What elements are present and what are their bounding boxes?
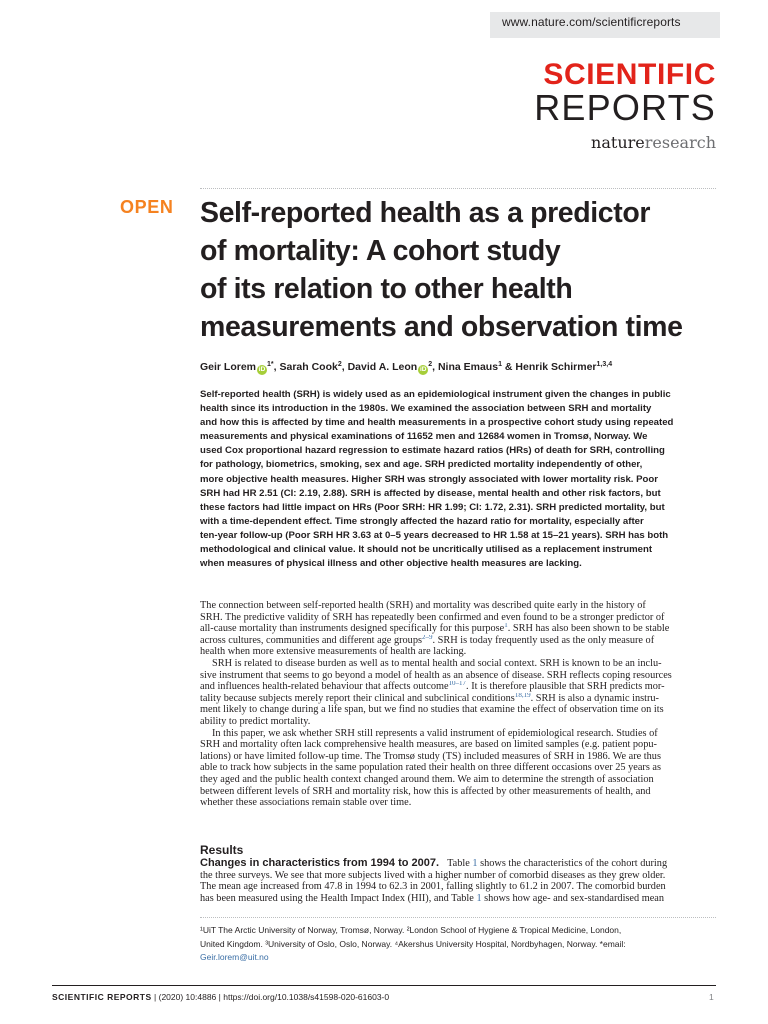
abstract-line: these factors had little impact on HRs (Poor SRH: HR 1.99; CI: 1.72, 2.31). SRH predicted mortality, but [200, 501, 665, 513]
body-text-run: shows the characteristics of the cohort during [477, 858, 668, 869]
affiliations-footnote [200, 924, 718, 965]
footer-citation: (2020) 10:4886 [158, 992, 217, 1002]
body-line [200, 681, 718, 693]
affiliation-sup: 1 [498, 361, 502, 368]
abstract-line: with a time-dependent effect. Time strongly affected the hazard ratio for mortality, especially after [200, 515, 644, 527]
body-text-run: all-cause mortality than instruments designed specifically for this purpose [200, 623, 505, 635]
introduction-text [200, 600, 718, 809]
footer-journal-name: SCIENTIFIC REPORTS [52, 992, 152, 1002]
body-line [200, 893, 718, 905]
abstract-line: SRH had HR 2.51 (CI: 2.19, 2.88). SRH is affected by disease, mental health and other risk factors, but [200, 487, 661, 499]
journal-url[interactable]: www.nature.com/scientificreports [502, 15, 681, 29]
journal-url-bar[interactable] [490, 12, 720, 38]
body-line: SRH and mortality often lack comprehensive health measures, are based on limited samples (e.g. patient popu- [200, 739, 657, 751]
results-text [200, 858, 718, 904]
reference-link[interactable]: 10–17 [448, 681, 467, 688]
body-line: ability to predict mortality. [200, 715, 311, 727]
table-link[interactable]: 1 [472, 858, 478, 869]
body-text-run: Table [447, 858, 473, 869]
doi-link[interactable]: | https://doi.org/10.1038/s41598-020-61603-0 [216, 992, 390, 1002]
author-name[interactable]: , Nina Emaus [432, 361, 499, 373]
body-text-run: and influences health-related behaviour that affects outcome [200, 681, 449, 693]
body-line: SRH is related to disease burden as well as to mental health and social context. SRH is known to be an inclu- [212, 657, 662, 669]
divider-top [200, 188, 716, 189]
publisher-nature: nature [591, 133, 645, 152]
author-name[interactable]: & Henrik Schirmer [501, 361, 597, 373]
author-name[interactable]: Geir Lorem [200, 361, 257, 373]
abstract-line: for pathology, biometrics, smoking, sex and age. SRH predicted mortality independently of other, [200, 459, 643, 471]
body-line: between different levels of SRH and mortality risk, how this is affected by other measurements of health, and [200, 785, 651, 797]
abstract-line: measurements and physical examinations of 11652 men and 12684 women in Tromsø, Norway. We [200, 431, 648, 443]
body-line: whether these associations remain stable over time. [200, 797, 412, 809]
divider-footnote [200, 917, 716, 918]
body-line: they aged and the public health context changed around them. We aim to determine the strength of association [200, 773, 654, 785]
body-line [200, 693, 718, 705]
body-line: lations) or have limited follow-up time. The Tromsø study (TS) included measures of SRH in 1986. We are thus [200, 750, 661, 762]
body-line: ment likely to change during a life span, but we find no studies that examine the effect of observation time on its [200, 704, 664, 716]
body-line: the three surveys. We see that more subjects lived with a higher number of comorbid diseases as they grew older. [200, 869, 666, 881]
footnote-line: United Kingdom. ³University of Oslo, Oslo, Norway. ⁴Akershus University Hospital, Nordbyhagen, Norway. *email: [200, 938, 626, 949]
abstract-line: ten-year follow-up (Poor SRH HR 3.63 at 0–5 years decreased to HR 1.58 at 15–21 years). SRH has both [200, 529, 669, 541]
body-text-run: shows how age- and sex-standardised mean [481, 892, 665, 904]
body-text-run: . It is therefore plausible that SRH predicts mor- [466, 681, 665, 693]
affiliation-sup: 1* [267, 361, 274, 368]
open-access-badge: OPEN [120, 197, 174, 217]
title-line: of mortality: A cohort study [200, 235, 561, 267]
affiliation-sup: 2 [337, 361, 342, 368]
title-line: Self-reported health as a predictor [200, 197, 651, 229]
reference-link[interactable]: 1 [504, 623, 508, 630]
email-link[interactable]: Geir.lorem@uit.no [200, 952, 269, 962]
abstract-line: and how this is affected by time and health measurements in a prospective cohort study using repeated [200, 417, 674, 429]
body-text-run: has been measured using the Health Impact Index (HII), and Table [200, 892, 477, 904]
table-link[interactable]: 1 [476, 892, 482, 904]
abstract-line: methodological and clinical value. It should not be uncritically utilised as a replacement instrument [200, 544, 653, 556]
body-text-run: . SRH is today frequently used as the only measure of [432, 634, 655, 646]
results-subheading: Changes in characteristics from 1994 to 2007. [200, 858, 440, 869]
footer-separator: | [151, 992, 159, 1002]
abstract-line: when measures of physical illness and other objective health measures are lacking. [200, 558, 582, 570]
body-text-run: . SRH has also been shown to be stable [507, 623, 670, 635]
publisher-research: research [644, 133, 716, 152]
footer-rule [52, 985, 716, 986]
body-line: SRH. The predictive validity of SRH has repeatedly been confirmed and even found to be a stronger predictor of [200, 611, 665, 623]
abstract-line: more objective health measures. Higher SRH was strongly associated with lower mortality risk. Poor [200, 473, 658, 485]
abstract-line: health since its introduction in the 1980s. We examined the association between SRH and mortality [200, 403, 652, 415]
results-heading: Results [200, 843, 244, 857]
body-line: In this paper, we ask whether SRH still represents a valid instrument of epidemiological research. Studies of [212, 727, 658, 739]
abstract-line: used Cox proportional hazard regression to estimate hazard ratios (HRs) of death for SRH, controlling [200, 445, 665, 457]
affiliation-sup: 2 [428, 361, 433, 368]
footnote-line: ¹UiT The Arctic University of Norway, Tromsø, Norway. ²London School of Hygiene & Tropical Medicine, London, [200, 925, 622, 935]
body-line [200, 635, 718, 647]
page-footer [52, 992, 389, 1002]
body-text-run: . SRH is also a dynamic instru- [530, 692, 659, 704]
body-text-run: tality because subjects merely report their clinical and subclinical conditions [200, 692, 515, 704]
page-number: 1 [709, 992, 714, 1002]
body-line: able to track how subjects in the same population rated their health on three different occasions over 25 years as [200, 762, 662, 774]
orcid-icon[interactable]: iD [419, 366, 427, 373]
body-line [200, 858, 718, 870]
reference-link[interactable]: 2–9 [422, 634, 433, 641]
body-line: health when more extensive measurements of health are lacking. [200, 646, 467, 658]
logo-line-scientific: SCIENTIFIC [543, 58, 716, 91]
body-line: The mean age increased from 47.8 in 1994 to 62.3 in 2001, falling slightly to 61.2 in 2007. The comorbid burden [200, 881, 666, 893]
author-list [200, 360, 716, 375]
body-line: sive instrument that seems to go beyond a model of health as an absence of disease. SRH reflects coping resources [200, 669, 672, 681]
body-text-run: across cultures, communities and different age groups [200, 634, 422, 646]
author-name[interactable]: , Sarah Cook [273, 361, 338, 373]
reference-link[interactable]: 18,19 [514, 692, 531, 699]
publisher-logo [534, 132, 716, 154]
journal-logo [534, 60, 716, 154]
body-line [200, 623, 718, 635]
body-line: The connection between self-reported health (SRH) and mortality was described quite early in the history of [200, 600, 646, 611]
abstract-line: Self-reported health (SRH) is widely used as an epidemiological instrument given the changes in public [200, 389, 671, 400]
title-line: measurements and observation time [200, 311, 683, 343]
abstract [200, 388, 718, 571]
logo-line-reports: REPORTS [534, 87, 716, 128]
affiliation-sup: 1,3,4 [596, 361, 613, 368]
author-name[interactable]: , David A. Leon [341, 361, 418, 373]
title-line: of its relation to other health [200, 273, 573, 305]
orcid-icon[interactable]: iD [258, 366, 266, 373]
article-title [200, 194, 716, 346]
